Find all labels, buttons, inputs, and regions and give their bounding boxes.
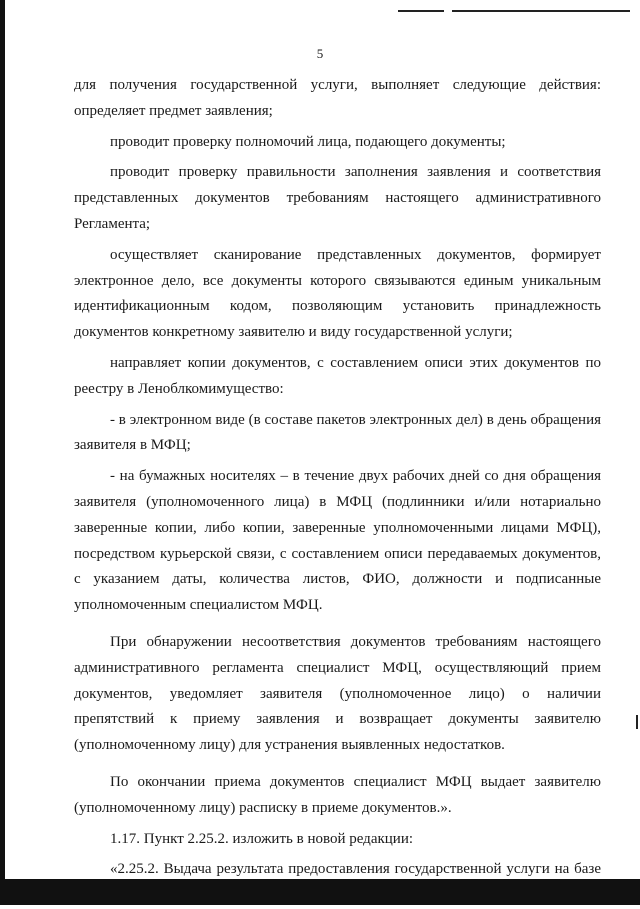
paragraph-check-authority: проводит проверку полномочий лица, подающего документы; <box>110 133 506 150</box>
paragraph-paper: - на бумажных носителях – в течение двух рабочих дней со дня обращения заявителя (уполномоченного лица) в МФЦ (подлинники и/или нотариально заверенные копии, либо копии, заверенные уполномоченными лицами МФЦ), посредством курьерской связи, с составлением описи передаваемых документов, с указанием даты, количества листов, ФИО, должности и подписанные уполномоченным специалистом МФЦ. <box>74 468 601 614</box>
scan-edge-top-line <box>452 10 630 12</box>
paragraph-new-wording: «2.25.2. Выдача результата предоставления государственной услуги на базе <box>110 861 601 878</box>
paragraph-electronic: - в электронном виде (в составе пакетов электронных дел) в день обращения заявителя в МФЦ; <box>74 411 601 454</box>
paragraph-scanning: осуществляет сканирование представленных документов, формирует электронное дело, все документы которого связываются единым уникальным идентификационным кодом, позволяющим установить принадлежность документов конкретному заявителю и виду государственной услуги; <box>74 246 601 341</box>
paragraph-nonconformity: При обнаружении несоответствия документов требованиям настоящего административного регламента специалист МФЦ, осуществляющий прием документов, уведомляет заявителя (уполномоченное лицо) о наличии препятствий к приему заявления и возвращает документы заявителю (уполномоченному лицу) для устранения выявленных недостатков. <box>74 633 601 754</box>
page-number: 5 <box>316 46 324 61</box>
scan-edge-left <box>0 0 5 905</box>
paragraph-check-form: проводит проверку правильности заполнения заявления и соответствия представленных документов требованиям настоящего административного Регламента; <box>74 164 601 232</box>
paragraph-receipt: По окончании приема документов специалист МФЦ выдает заявителю (уполномоченному лицу) расписку в приеме документов.». <box>74 773 601 816</box>
document-body <box>74 73 601 909</box>
paragraph-amendment: 1.17. Пункт 2.25.2. изложить в новой редакции: <box>110 830 414 847</box>
paragraph-send-copies: направляет копии документов, с составлением описи этих документов по реестру в Леноблкомимущество: <box>74 354 601 397</box>
paragraph-continuation: для получения государственной услуги, выполняет следующие действия: определяет предмет заявления; <box>74 77 601 119</box>
scan-edge-bottom <box>0 879 640 905</box>
scan-edge-top-line <box>398 10 444 12</box>
scan-mark-right <box>636 715 638 729</box>
